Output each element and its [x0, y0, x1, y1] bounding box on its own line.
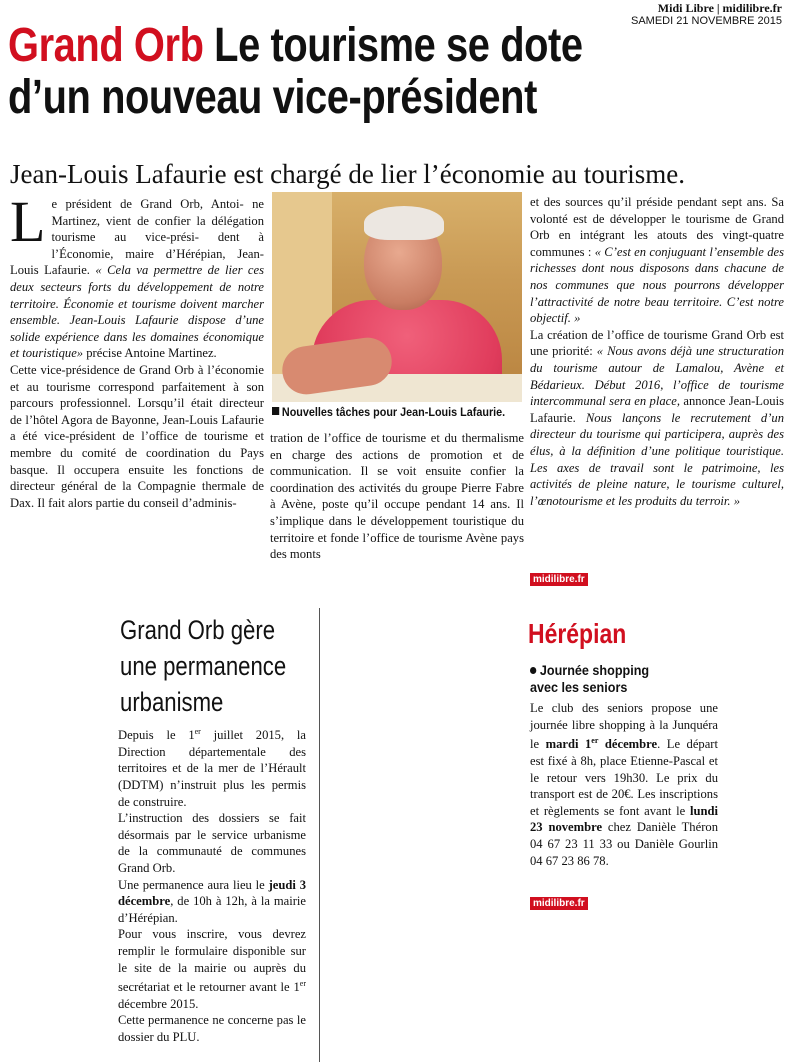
subtitle-line2: avec les seniors: [530, 679, 628, 695]
article-text: ne Martinez, vient de confier la: [51, 197, 264, 228]
box-bold: jeudi 3 décembre: [118, 877, 306, 909]
midilibre-badge[interactable]: midilibre.fr: [530, 573, 588, 586]
article-quote: Nous lançons le recrutement d’un directeur du tourisme qui participera, auprès des élus, à la définition d’une politique touristique. Les axes de travail sont le patrimoine, les activités de pleine nature, le tourisme culturel, l’œnotourisme et les produits du terroir. »: [530, 410, 784, 508]
box-title-line2: une permanence: [120, 651, 287, 681]
box-text: Une permanence aura lieu le: [118, 877, 269, 892]
box-sup: er: [591, 736, 599, 746]
article-column-3: [530, 194, 784, 509]
box-paragraph: [118, 926, 306, 1012]
article-paragraph: Cette vice-présidence de Grand Orb à l’économie et au tourisme correspond parfaitement à son parcours professionnel. Lorsqu’il était directeur de l’hôtel Agora de Bayonne, Jean-Louis Lafaurie a été vice-président de l’office de tourisme et membre du comité de coordination du Pays basque. Il occupera ensuite les fonctions de directeur général de la Compagnie thermale de Dax. Il fait alors partie du conseil d’adminis-: [10, 362, 264, 510]
subtitle-line1: Journée shopping: [539, 662, 650, 678]
box-sup: er: [194, 727, 201, 736]
midilibre-badge[interactable]: midilibre.fr: [530, 897, 588, 910]
article-text: délégation tourisme au vice-prési-: [51, 213, 264, 245]
box-text: Le club des seniors propose une journée libre shopping à la Junquéra le: [530, 701, 718, 752]
publication-name: Midi Libre | midilibre.fr: [657, 1, 782, 15]
box-paragraph: Cette permanence ne concerne pas le dossier du PLU.: [118, 1013, 306, 1045]
box-text: décembre 2015.: [118, 996, 199, 1011]
headline-line1: Le tourisme se dote: [214, 19, 583, 72]
article-text: dent à l’Économie, maire d’Hérépian, Jean-Louis Lafaurie.: [10, 230, 264, 278]
box-right-body: [530, 700, 718, 869]
box-title-line3: urbanisme: [120, 687, 224, 717]
box-subtitle: [530, 662, 649, 696]
headline-kicker: Grand Orb: [8, 19, 204, 72]
article-text: précise Antoine Martinez.: [83, 346, 217, 361]
article-text: e président de Grand Orb, Antoi-: [51, 197, 244, 211]
headline-line2: d’un nouveau vice-président: [8, 71, 537, 124]
box-paragraph: [530, 700, 718, 869]
article-text: La création de l’office de tourisme Grand Orb est une priorité:: [530, 327, 784, 359]
box-text: , de 10h à 12h, à la mairie d’Hérépian.: [118, 894, 306, 925]
photo-caption: [272, 405, 506, 419]
box-text: Depuis le 1: [118, 728, 195, 743]
headline: [8, 20, 655, 124]
sidebar-box-urbanisme: [108, 608, 320, 1062]
article-text: et des sources qu’il préside pendant sept ans. Sa volonté est de développer le tourisme de Grand Orb en intégrant les atouts des vingt-quatre communes :: [530, 195, 784, 259]
article-paragraph: tration de l’office de tourisme et du thermalisme en charge des actions de promotion et de communication. Il se voit ensuite confier la coordination des activités du groupe Pierre Fabre à Avène, poste qu’il occupe pendant 14 ans. Il s’implique dans le développement touristique du territoire et fonde l’office de tourisme Avène pays des monts: [270, 431, 524, 562]
portrait-photo: [272, 192, 522, 402]
box-text: . Le départ est fixé à 8h, place Etienne-Pascal et le retour vers 19h30. Le prix du transport est de 20€. Les inscriptions et règlements se font avant le: [530, 737, 718, 818]
box-text: juillet 2015, la Direction départementale des territoires et de la mer de l’Hérault (DDTM) n’instruit plus les permis de construire.: [118, 728, 306, 809]
box-sup: er: [299, 979, 306, 989]
caption-text: Nouvelles tâches pour Jean-Louis Lafaurie.: [281, 405, 506, 419]
article-quote: « Cela va permettre de lier ces deux secteurs forts du développement de notre territoire. Économie et tourisme doivent marcher ensemble. Jean-Louis Lafaurie dispose d’une solide expérience dans les domaines économique et touristique»: [10, 263, 264, 361]
box-paragraph: L’instruction des dossiers se fait désormais par le service urbanisme de la communauté de communes Grand Orb.: [118, 811, 306, 875]
article-quote: « C’est en conjuguant l’ensemble des richesses dont nous disposons dans chacune de nos communes que nous pourrons développer l’attractivité de notre beau territoire. C’est notre objectif. »: [530, 244, 784, 326]
article-text: annonce Jean-Louis Lafaurie.: [530, 394, 784, 425]
bullet-icon: [530, 667, 536, 674]
article-quote: « Nous avons déjà une structuration du tourisme autour de Lamalou, Avène et Bédarieux. Début 2016, l’office de tourisme intercommunal sera en place,: [530, 344, 784, 409]
subhead: Jean-Louis Lafaurie est chargé de lier l’économie au tourisme.: [10, 159, 685, 189]
article-paragraph: [530, 194, 784, 327]
article-paragraph: [530, 327, 784, 510]
publication-date: SAMEDI 21 NOVEMBRE 2015: [630, 15, 782, 27]
box-title-herepian: Hérépian: [528, 618, 627, 649]
box-bold: lundi 23 novembre: [530, 803, 718, 835]
article-column-1: [10, 189, 264, 511]
box-paragraph: [118, 877, 306, 927]
box-text: chez Danièle Théron 04 67 23 11 33 ou Danièle Gourlin 04 67 23 86 78.: [530, 820, 718, 868]
box-paragraph: [118, 724, 306, 810]
caption-square-icon: [272, 407, 279, 415]
article-column-2: [270, 430, 524, 563]
box-bold: décembre: [598, 737, 658, 752]
dropcap: L: [10, 189, 46, 254]
box-title-line1: Grand Orb gère: [120, 615, 276, 645]
box-bold: mardi 1: [545, 737, 592, 752]
box-body: [118, 724, 306, 1046]
box-text: Pour vous inscrire, vous devrez remplir le formulaire disponible sur le site de la mairie ou auprès du secrétariat et le retourner avant le 1: [118, 927, 306, 995]
